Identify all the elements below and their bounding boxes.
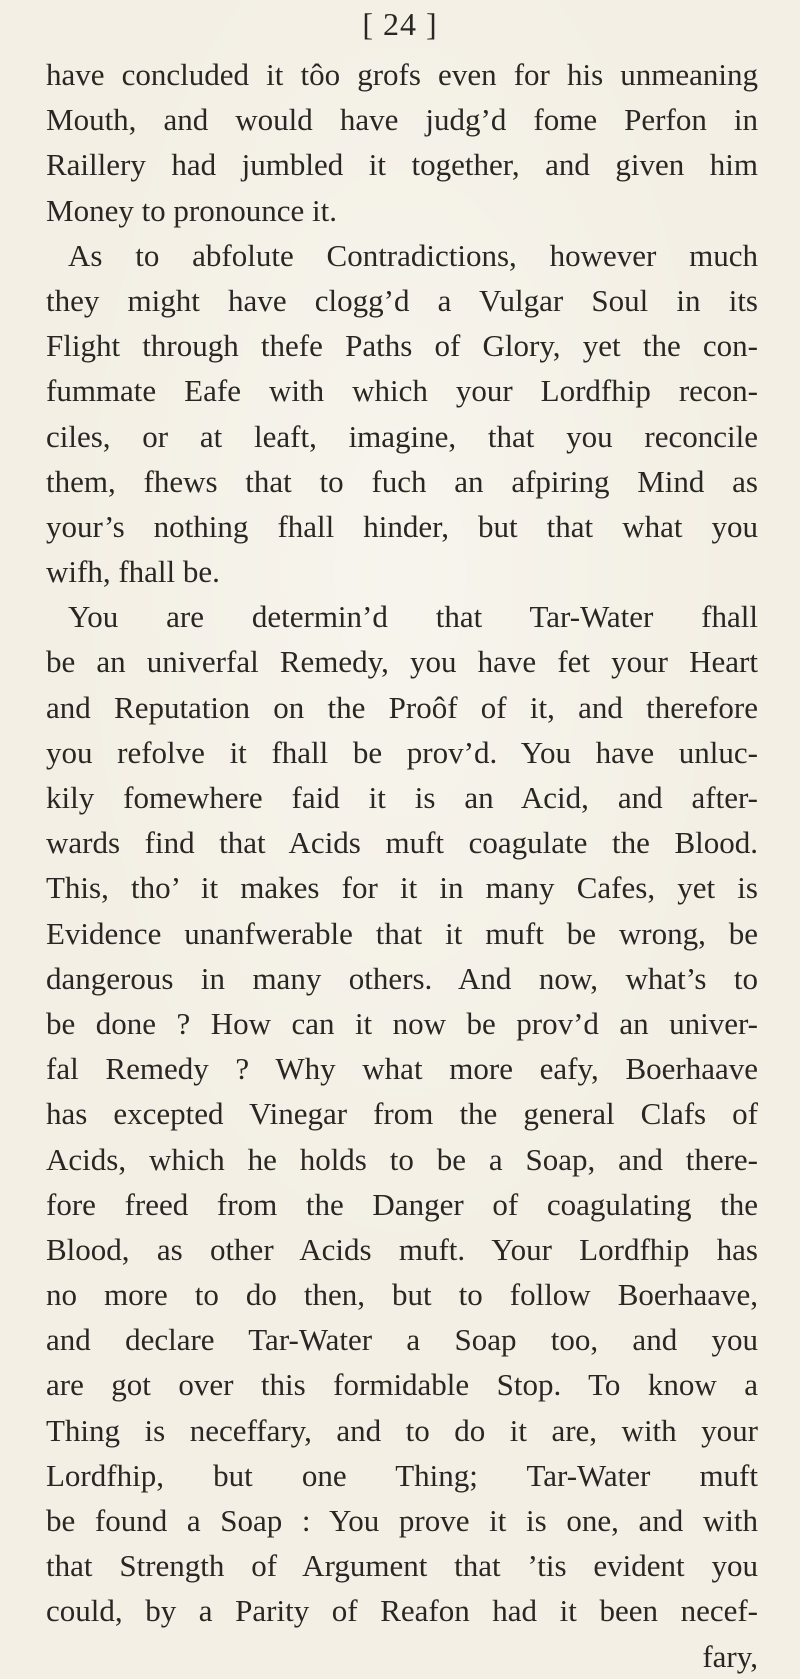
text-line: them, fhews that to fuch an afpiring Mind as bbox=[46, 463, 758, 499]
text-line: dangerous in many others. And now, what’s to bbox=[46, 960, 758, 996]
text-line: fal Remedy ? Why what more eafy, Boerhaave bbox=[46, 1051, 758, 1087]
text-line: your’s nothing fhall hinder, but that what you bbox=[46, 508, 758, 544]
text-line: Raillery had jumbled it together, and given him bbox=[46, 147, 758, 183]
text-line: Money to pronounce it. bbox=[46, 192, 338, 228]
text-line: wifh, fhall be. bbox=[46, 554, 220, 590]
text-line: and declare Tar-Water a Soap too, and you bbox=[46, 1322, 758, 1358]
text-line: has excepted Vinegar from the general Clafs of bbox=[46, 1096, 758, 1132]
text-line: be found a Soap : You prove it is one, and with bbox=[46, 1503, 758, 1538]
text-line: Flight through thefe Paths of Glory, yet the con- bbox=[46, 328, 758, 364]
text-line: be an univerfal Remedy, you have fet your Heart bbox=[46, 644, 758, 680]
text-line: Blood, as other Acids muft. Your Lordfhip has bbox=[46, 1231, 758, 1267]
text-line: have concluded it tôo grofs even for his unmeaning bbox=[46, 57, 758, 92]
catchword: fary, bbox=[702, 1638, 758, 1674]
text-line: kily fomewhere faid it is an Acid, and after- bbox=[46, 780, 758, 815]
text-line: You are determin’d that Tar-Water fhall bbox=[68, 599, 758, 635]
text-line: Acids, which he holds to be a Soap, and there- bbox=[46, 1141, 758, 1177]
text-line: Evidence unanfwerable that it muft be wrong, be bbox=[46, 915, 758, 951]
text-line: fore freed from the Danger of coagulating the bbox=[46, 1186, 758, 1222]
text-line: they might have clogg’d a Vulgar Soul in its bbox=[46, 282, 758, 318]
text-line: wards find that Acids muft coagulate the Blood. bbox=[46, 825, 758, 861]
text-line: Thing is neceffary, and to do it are, with your bbox=[46, 1412, 758, 1448]
text-line: could, by a Parity of Reafon had it been necef- bbox=[46, 1593, 758, 1629]
body-text bbox=[46, 52, 758, 1679]
text-line: that Strength of Argument that ’tis evident you bbox=[46, 1548, 758, 1584]
text-line: As to abfolute Contradictions, however much bbox=[68, 237, 758, 273]
page-number: [ 24 ] bbox=[362, 6, 438, 42]
text-line: you refolve it fhall be prov’d. You have unluc- bbox=[46, 734, 758, 770]
text-line: no more to do then, but to follow Boerhaave, bbox=[46, 1277, 758, 1313]
text-line: fummate Eafe with which your Lordfhip recon- bbox=[46, 373, 758, 409]
text-line: Mouth, and would have judg’d fome Perfon in bbox=[46, 102, 758, 138]
text-line: ciles, or at leaft, imagine, that you reconcile bbox=[46, 418, 758, 454]
text-line: This, tho’ it makes for it in many Cafes, yet is bbox=[46, 870, 758, 906]
text-line: be done ? How can it now be prov’d an univer- bbox=[46, 1005, 758, 1041]
text-line: Lordfhip, but one Thing; Tar-Water muft bbox=[46, 1457, 758, 1493]
text-line: and Reputation on the Proôf of it, and therefore bbox=[46, 689, 758, 725]
text-line: are got over this formidable Stop. To know a bbox=[46, 1367, 758, 1403]
